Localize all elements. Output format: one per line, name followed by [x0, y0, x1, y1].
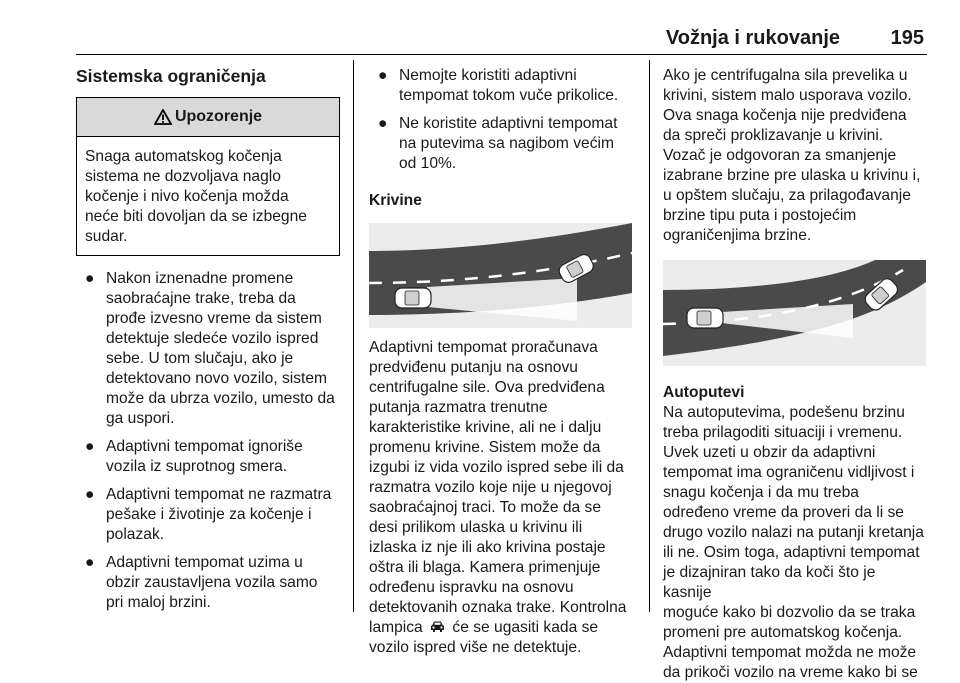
column-2 [369, 66, 637, 658]
paragraph-line: da prikoči vozilo na vreme kako bi se [663, 664, 918, 681]
paragraph-line: moguće kako bi dozvolio da se traka [663, 604, 916, 621]
curves-speed-paragraph [663, 66, 927, 246]
column-1 [76, 65, 340, 621]
list-item-line: od 10%. [399, 155, 457, 172]
lamp-text-before: lampica [369, 619, 423, 636]
paragraph-line: određenu ispravku na osnovu [369, 579, 574, 596]
list-item-line: Nemojte koristiti adaptivni [399, 67, 577, 84]
list-item-line: Ne koristite adaptivni tempomat [399, 115, 618, 132]
car-front-icon [430, 620, 445, 633]
paragraph-line: izlaska iz nje ili ako krivina postaje [369, 539, 606, 556]
list-item-line: sebe. U tom slučaju, ako je [106, 350, 294, 367]
paragraph-line: Na autoputevima, podešenu brzinu [663, 404, 905, 421]
usage-restrictions-list [369, 66, 637, 174]
paragraph-line: karakteristike krivine, ali ne i dalju [369, 419, 602, 436]
paragraph-line: treba prilagoditi situaciji i vremenu. [663, 424, 903, 441]
paragraph-line: ili ne. Osim toga, adaptivni tempomat [663, 544, 920, 561]
list-item-line: Nakon iznenadne promene [106, 270, 294, 287]
warning-line: Snaga automatskog kočenja [85, 148, 282, 165]
paragraph-line: tempomat ima ograničenu vidljivost i [663, 464, 915, 481]
bullet-icon: ● [85, 486, 95, 503]
list-item [369, 66, 637, 106]
paragraph-line: oštra ili blaga. Kamera primenjuje [369, 559, 601, 576]
paragraph-line: ograničenjima brzine. [663, 227, 812, 244]
list-item-line: ga uspori. [106, 410, 175, 427]
paragraph-line: drugo vozilo nalazi na putanji kretanja [663, 524, 924, 541]
paragraph-line: predviđenu putanju na osnovu [369, 359, 578, 376]
bullet-icon: ● [378, 67, 388, 84]
limitations-list [76, 269, 340, 613]
curve-illustration [369, 223, 632, 328]
warning-title-text: Upozorenje [174, 108, 263, 125]
paragraph-line: da spreči proklizavanje u krivini. [663, 127, 884, 144]
page-number: 195 [890, 27, 924, 49]
paragraph-line: brzine tipu puta i postojećim [663, 207, 857, 224]
section-heading-system-limits: Sistemska ograničenja [76, 66, 266, 86]
list-item-line: pri maloj brzini. [106, 594, 211, 611]
warning-line: kočenje i nivo kočenja možda [85, 188, 289, 205]
warning-line: sudar. [85, 228, 128, 245]
paragraph-line: izgubi iz vida vozilo ispred sebe ili da [369, 459, 624, 476]
warning-line: sistema ne dozvoljava naglo [85, 168, 281, 185]
paragraph-line: razmatra vozilo koje nije u njegovoj [369, 479, 612, 496]
curves-paragraph [369, 338, 637, 658]
warning-triangle-icon [154, 109, 172, 125]
paragraph-line [369, 618, 637, 638]
paragraph-line: krivini, sistem malo usporava vozilo. [663, 87, 912, 104]
list-item-line: pešake i životinje za kočenje i [106, 506, 312, 523]
list-item [76, 553, 340, 613]
list-item-line: detektovano novo vozilo, sistem [106, 370, 328, 387]
column-divider-right [649, 60, 650, 612]
lamp-text-after: će se ugasiti kada se [452, 619, 599, 636]
list-item [369, 114, 637, 174]
paragraph-line: saobraćajnoj traci. To može da se [369, 499, 602, 516]
paragraph-line: izabrane brzine pre ulaska u krivinu i, [663, 167, 921, 184]
paragraph-line: vozilo ispred više ne detektuje. [369, 639, 582, 656]
section-heading-highways: Autoputevi [663, 384, 745, 401]
ego-car-shape [395, 288, 431, 308]
list-item [76, 437, 340, 477]
bullet-icon: ● [85, 270, 95, 287]
paragraph-line: Uvek uzeti u obzir da adaptivni [663, 444, 876, 461]
section-heading-curves: Krivine [369, 192, 422, 209]
bullet-icon: ● [85, 554, 95, 571]
ego-car-shape [687, 308, 723, 328]
list-item-line: Adaptivni tempomat ignoriše [106, 438, 303, 455]
list-item-line: Adaptivni tempomat ne razmatra [106, 486, 332, 503]
chapter-title: Vožnja i rukovanje [665, 27, 840, 49]
list-item-line: na putevima sa nagibom većim [399, 135, 614, 152]
paragraph-line: Adaptivni tempomat možda ne može [663, 644, 917, 661]
paragraph-line: je dizajniran tako da koči što je kasnije [663, 564, 876, 601]
column-3 [663, 66, 927, 683]
paragraph-line: snagu kočenja i da mu treba [663, 484, 859, 501]
paragraph-line: Adaptivni tempomat proračunava [369, 339, 598, 356]
list-item-line: Adaptivni tempomat uzima u [106, 554, 303, 571]
list-item [76, 269, 340, 429]
bullet-icon: ● [85, 438, 95, 455]
paragraph-line: centrifugalne sile. Ova predviđena [369, 379, 605, 396]
warning-box [76, 97, 340, 256]
curve-exit-illustration [663, 260, 926, 366]
paragraph-line: Ova snaga kočenja nije predviđena [663, 107, 907, 124]
list-item-line: vozila iz suprotnog smera. [106, 458, 288, 475]
paragraph-line: određeno vreme da proveri da li se [663, 504, 904, 521]
paragraph-line: promenu krivine. Sistem može da [369, 439, 601, 456]
column-divider-left [353, 60, 354, 612]
list-item-line: polazak. [106, 526, 165, 543]
list-item-line: može da ubrza vozilo, umesto da [106, 390, 335, 407]
list-item-line: detektuje sledeće vozilo ispred [106, 330, 319, 347]
paragraph-line: desi prilikom ulaska u krivinu ili [369, 519, 583, 536]
paragraph-line: promeni pre automatskog kočenja. [663, 624, 903, 641]
paragraph-line: putanja razmatra trenutne [369, 399, 548, 416]
list-item [76, 485, 340, 545]
list-item-line: saobraćajne trake, treba da [106, 290, 296, 307]
bullet-icon: ● [378, 115, 388, 132]
warning-title [77, 98, 339, 137]
paragraph-line: detektovanih oznaka trake. Kontrolna [369, 599, 627, 616]
highways-paragraph [663, 403, 927, 683]
list-item-line: obzir zaustavljena vozila samo [106, 574, 318, 591]
list-item-line: prođe izvesno vreme da sistem [106, 310, 322, 327]
header-rule [76, 54, 927, 55]
warning-body [77, 137, 339, 255]
warning-line: neće biti dovoljan da se izbegne [85, 208, 307, 225]
paragraph-line: Vozač je odgovoran za smanjenje [663, 147, 897, 164]
paragraph-line: Ako je centrifugalna sila prevelika u [663, 67, 908, 84]
list-item-line: tempomat tokom vuče prikolice. [399, 87, 619, 104]
paragraph-line: u opštem slučaju, za prilagođavanje [663, 187, 911, 204]
